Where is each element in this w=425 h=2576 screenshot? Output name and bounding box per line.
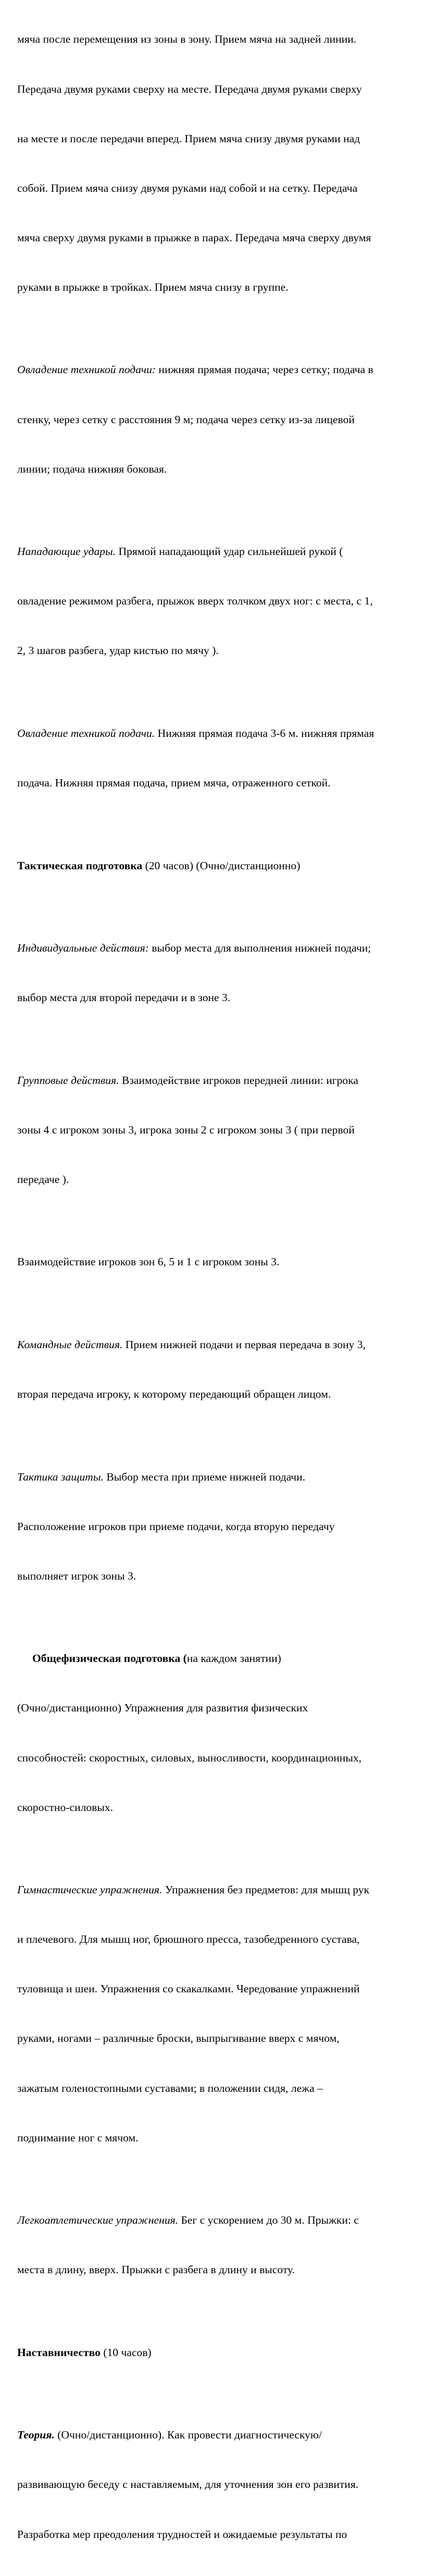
text-line bbox=[17, 1650, 425, 1667]
italic-label: Командные действия. bbox=[17, 1338, 123, 1351]
text-line: вторая передача игроку, к которому передающий обращен лицом. bbox=[17, 1388, 331, 1401]
paragraph-athletics-exercises bbox=[17, 2179, 425, 2312]
text-line: Взаимодействие игроков зон 6, 5 и 1 с игроком зоны 3. bbox=[17, 1255, 280, 1268]
paragraph-attack-hits bbox=[17, 511, 425, 693]
heading-mentoring bbox=[17, 2311, 425, 2394]
text-run: Выбор места при приеме нижней подачи. bbox=[103, 1470, 306, 1483]
text-line: (Очно/дистанционно) Упражнения для развития физических bbox=[17, 1702, 308, 1715]
text-run: Взаимодействие игроков передней линии: игрока bbox=[119, 1074, 358, 1087]
text-run: Упражнения без предметов: для мышц рук bbox=[162, 1883, 370, 1896]
text-line: руками в прыжке в тройках. Прием мяча снизу в группе. bbox=[17, 280, 289, 293]
text-run: (20 часов) (Очно/дистанционно) bbox=[142, 859, 301, 872]
text-run: выбор места для выполнения нижней подачи; bbox=[148, 942, 371, 955]
text-line bbox=[17, 362, 425, 378]
text-line: развивающую беседу с наставляемым, для уточнения зон его развития. bbox=[17, 2478, 359, 2491]
italic-label: Групповые действия. bbox=[17, 1074, 119, 1087]
text-run: Прямой нападающий удар сильнейшей рукой ( bbox=[116, 545, 343, 558]
paragraph-team-actions bbox=[17, 1304, 425, 1436]
heading-general-physical-training bbox=[17, 1618, 425, 1849]
paragraph-individual-actions bbox=[17, 907, 425, 1040]
text-line bbox=[17, 1073, 425, 1089]
text-run: (10 часов) bbox=[100, 2346, 152, 2359]
text-line: мяча после перемещения из зоны в зону. Прием мяча на задней линии. bbox=[17, 33, 357, 46]
text-line: 2, 3 шагов разбега, удар кистью по мячу ). bbox=[17, 644, 219, 657]
text-line: зажатым голеностопными суставами; в положении сидя, лежа – bbox=[17, 2081, 323, 2094]
text-line: способностей: скоростных, силовых, выносливости, координационных, bbox=[17, 1751, 362, 1764]
text-line bbox=[17, 544, 425, 560]
text-line: линии; подача нижняя боковая. bbox=[17, 462, 167, 475]
paragraph-zone-interaction bbox=[17, 1221, 425, 1304]
italic-label: Нападающие удары. bbox=[17, 545, 116, 558]
text-line bbox=[17, 1337, 425, 1353]
text-line: туловища и шеи. Упражнения со скакалками. Чередование упражнений bbox=[17, 1982, 360, 1995]
text-line: руками, ногами – различные броски, выпрыгивание вверх с мячом, bbox=[17, 2032, 340, 2045]
text-line bbox=[17, 2212, 425, 2229]
text-line bbox=[17, 2427, 425, 2444]
text-line: выбор места для второй передачи и в зоне 3. bbox=[17, 991, 231, 1004]
text-line: стенку, через сетку с расстояния 9 м; подача через сетку из-за лицевой bbox=[17, 413, 355, 426]
text-line: скоростно-силовых. bbox=[17, 1801, 114, 1814]
italic-label: Овладение техникой подачи: bbox=[17, 363, 156, 376]
text-line bbox=[17, 1882, 425, 1899]
text-run: Прием нижней подачи и первая передача в зону 3, bbox=[122, 1338, 366, 1351]
text-line: Передача двумя руками сверху на месте. Передача двумя руками сверху bbox=[17, 82, 362, 95]
italic-label: Тактика защиты. bbox=[17, 1470, 104, 1483]
text-line bbox=[17, 1469, 425, 1486]
paragraph-group-actions bbox=[17, 1039, 425, 1221]
text-line bbox=[17, 2345, 425, 2361]
paragraph-defense-tactics bbox=[17, 1436, 425, 1618]
text-line: подача. Нижняя прямая подача, прием мяча, отраженного сеткой. bbox=[17, 777, 331, 790]
text-run: на каждом занятии) bbox=[186, 1652, 281, 1665]
text-line: Разработка мер преодоления трудностей и ожидаемые результаты по bbox=[17, 2528, 347, 2541]
bold-heading: Тактическая подготовка bbox=[17, 859, 143, 872]
text-line: овладение режимом разбега, прыжок вверх толчком двух ног: с места, с 1, bbox=[17, 595, 373, 608]
text-line: передаче ). bbox=[17, 1173, 69, 1186]
text-line bbox=[17, 940, 425, 957]
heading-tactical-training bbox=[17, 824, 425, 907]
text-line bbox=[17, 858, 425, 874]
text-line: выполняет игрок зоны 3. bbox=[17, 1569, 136, 1582]
bold-heading: Наставничество bbox=[17, 2346, 101, 2359]
paragraph-serve-technique bbox=[17, 329, 425, 511]
italic-label: Гимнастические упражнения. bbox=[17, 1883, 162, 1896]
text-line: места в длину, вверх. Прыжки с разбега в длину и высоту. bbox=[17, 2263, 295, 2276]
bold-heading: Общефизическая подготовка ( bbox=[32, 1652, 187, 1665]
italic-label: Индивидуальные действия: bbox=[17, 942, 149, 955]
paragraph-serve-technique-2 bbox=[17, 693, 425, 825]
text-run: нижняя прямая подача; через сетку; подача в bbox=[156, 363, 373, 376]
paragraph-theory bbox=[17, 2394, 425, 2576]
text-line: Расположение игроков при приеме подачи, когда вторую передачу bbox=[17, 1520, 335, 1533]
document-page bbox=[17, 0, 425, 2576]
bold-italic-label: Теория. bbox=[17, 2429, 55, 2442]
italic-label: Легкоатлетические упражнения. bbox=[17, 2214, 179, 2227]
paragraph-ball-passing bbox=[17, 0, 425, 329]
text-line: на месте и после передачи вперед. Прием мяча снизу двумя руками над bbox=[17, 132, 360, 145]
text-run: Нижняя прямая подача 3-6 м. нижняя прямая bbox=[155, 726, 374, 739]
text-line bbox=[17, 725, 425, 742]
text-line: мяча сверху двумя руками в прыжке в парах. Передача мяча сверху двумя bbox=[17, 231, 371, 244]
text-line: собой. Прием мяча снизу двумя руками над собой и на сетку. Передача bbox=[17, 181, 358, 194]
text-line: зоны 4 с игроком зоны 3, игрока зоны 2 с игроком зоны 3 ( при первой bbox=[17, 1123, 355, 1136]
text-line: поднимание ног с мячом. bbox=[17, 2131, 139, 2144]
text-run: (Очно/дистанционно). Как провести диагностическую/ bbox=[54, 2429, 322, 2442]
italic-label: Овладение техникой подачи. bbox=[17, 726, 155, 739]
text-run: Бег с ускорением до 30 м. Прыжки: с bbox=[178, 2214, 359, 2227]
paragraph-gymnastic-exercises bbox=[17, 1849, 425, 2179]
text-line: и плечевого. Для мышц ног, брюшного пресса, тазобедренного сустава, bbox=[17, 1933, 360, 1946]
